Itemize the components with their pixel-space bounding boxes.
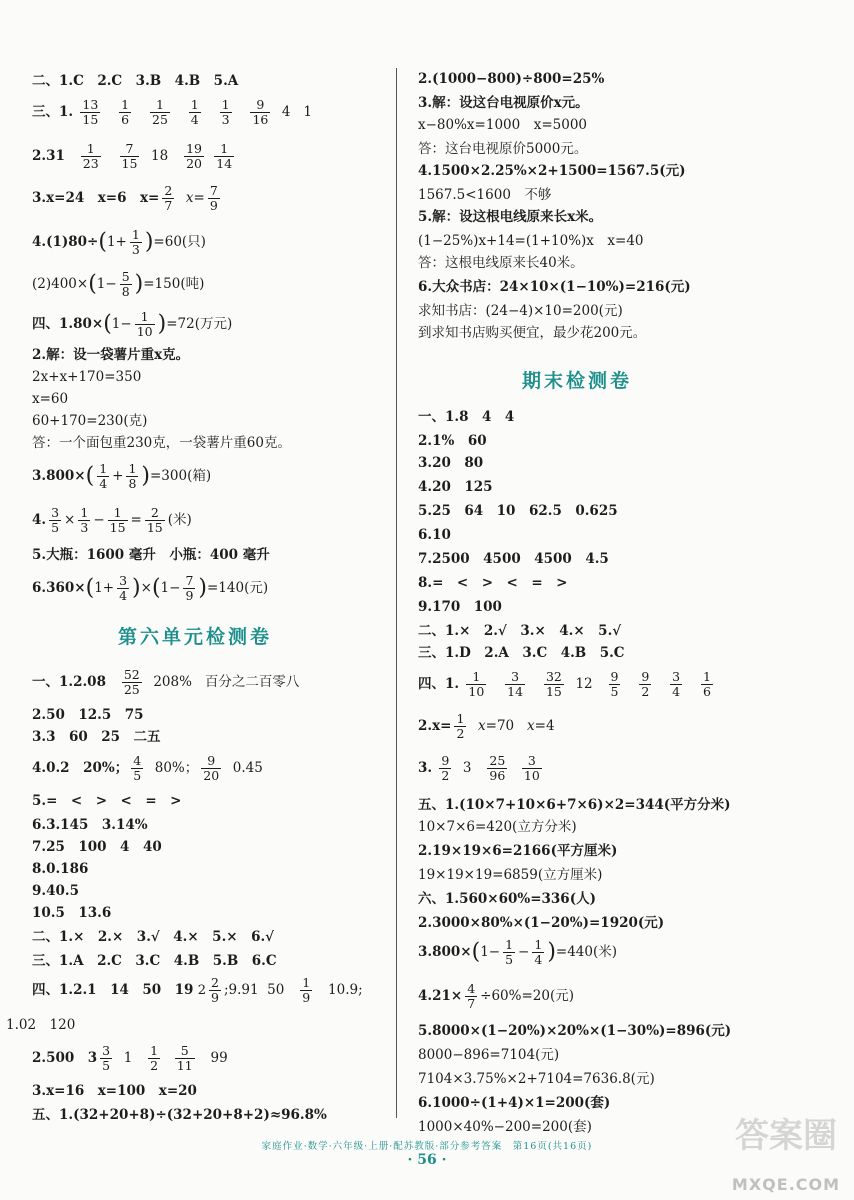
answer-line: 5.25 64 10 62.5 0.625 bbox=[418, 503, 618, 519]
answer-line: 3.x=16 x=100 x=20 bbox=[32, 1083, 197, 1099]
answer-line: 六、1.560×60%=336(人) bbox=[418, 891, 596, 907]
answer-line: 二、1.C 2.C 3.B 4.B 5.A bbox=[32, 73, 239, 89]
answer-line: 9.170 100 bbox=[418, 599, 502, 615]
answer-line: 3.解：设这台电视原价x元。 bbox=[418, 95, 589, 111]
answer-line: 8.= < > < = > bbox=[418, 575, 568, 591]
answer-line: x=60 bbox=[32, 391, 69, 407]
answer-line: 3.800×( $\frac{1}{4}$ + $\frac{1}{8}$ )=300(箱) bbox=[32, 461, 212, 491]
answer-line: 答：一个面包重230克，一袋薯片重60克。 bbox=[32, 435, 291, 451]
answer-line: 7.2500 4500 4500 4.5 bbox=[418, 551, 609, 567]
answer-line: 4.21× $\frac{4}{7}$ ÷60%=20(元) bbox=[418, 981, 574, 1011]
answer-line: 五、1.(10×7+10×6+7×6)×2=344(平方分米) bbox=[418, 797, 731, 813]
answer-line: 二、1.× 2.× 3.√ 4.× 5.× 6.√ bbox=[32, 929, 275, 945]
answer-line: 10×7×6=420(立方分米) bbox=[418, 819, 577, 835]
answer-line: 6.3.145 3.14% bbox=[32, 817, 148, 833]
answer-line: 二、1.× 2.√ 3.× 4.× 5.√ bbox=[418, 623, 622, 639]
answer-line: 3. $\frac{9}{2}$ 3 $\frac{25}{96}$ $\frac{3}{10}$ bbox=[418, 753, 540, 783]
answer-line: 2.500 3 $\frac{3}{5}$ 1 $\frac{1}{2}$ $\frac{5}{11}$ 99 bbox=[32, 1043, 228, 1073]
answer-line: 3.x=24 x=6 x= $\frac{2}{7}$ x= $\frac{7}{9}$ bbox=[32, 183, 218, 213]
answer-line: 5.大瓶：1600 毫升 小瓶：400 毫升 bbox=[32, 547, 270, 563]
answer-line: 2.x= $\frac{1}{2}$ x=70 x=4 bbox=[418, 711, 555, 741]
answer-line: 到求知书店购买便宜，最少花200元。 bbox=[418, 325, 647, 341]
answer-line: 7.25 100 4 40 bbox=[32, 839, 162, 855]
answer-line: 9.40.5 bbox=[32, 883, 79, 899]
answer-line: 2.解：设一袋薯片重x克。 bbox=[32, 347, 190, 363]
page-number: · 56 · bbox=[407, 1152, 447, 1168]
answer-line: 8.0.186 bbox=[32, 861, 89, 877]
answer-line: 4.1500×2.25%×2+1500=1567.5(元) bbox=[418, 163, 686, 179]
answer-line: 4.20 125 bbox=[418, 479, 493, 495]
answer-line: 8000−896=7104(元) bbox=[418, 1047, 560, 1063]
answer-line: 2.3000×80%×(1−20%)=1920(元) bbox=[418, 915, 665, 931]
watermark-logo bbox=[726, 1104, 846, 1196]
answer-line: 3.3 60 25 二五 bbox=[32, 729, 161, 745]
answer-line: 2.31 $\frac{1}{23}$ $\frac{7}{15}$ 18 $\frac{19}{20}$ $\frac{1}{14}$ bbox=[32, 141, 233, 171]
answer-line: 三、1. $\frac{13}{15}$ $\frac{1}{6}$ $\frac{1}{25}$ $\frac{1}{4}$ $\frac{1}{3}$ $\frac{9}{16}$ 4 1 bbox=[32, 97, 312, 127]
answer-line: 2.19×19×6=2166(平方厘米) bbox=[418, 843, 618, 859]
answer-line: 60+170=230(克) bbox=[32, 413, 148, 429]
answer-line: 5.= < > < = > bbox=[32, 793, 182, 809]
answer-line: 3.20 80 bbox=[418, 455, 484, 471]
answer-line: 6.大众书店：24×10×(1−10%)=216(元) bbox=[418, 279, 691, 295]
answer-line: 5.8000×(1−20%)×20%×(1−30%)=896(元) bbox=[418, 1023, 732, 1039]
answer-line: 2x+x+170=350 bbox=[32, 369, 142, 385]
watermark-url: MXQE.COM bbox=[731, 1175, 841, 1194]
answer-line: 四、1.2.1 14 50 19 2 $\frac{2}{9}$ ;9.91 50 $\frac{1}{9}$ 10.9; bbox=[32, 975, 363, 1005]
answer-line: (2)400×(1− $\frac{5}{8}$ )=150(吨) bbox=[32, 269, 205, 299]
answer-line: 1.02 120 bbox=[6, 1017, 76, 1033]
answer-line: 6.10 bbox=[418, 527, 451, 543]
answer-line: 6.360×(1+ $\frac{3}{4}$ )×(1− $\frac{7}{9}$ )=140(元) bbox=[32, 573, 269, 603]
answer-line: 1000×40%−200=200(套) bbox=[418, 1119, 592, 1135]
watermark-top: 答案圈 bbox=[735, 1116, 837, 1156]
column-divider bbox=[396, 68, 397, 1118]
answer-line: 4.(1)80÷(1+ $\frac{1}{3}$ )=60(只) bbox=[32, 227, 206, 257]
answer-line: 4. $\frac{3}{5}$ × $\frac{1}{3}$ − $\frac{1}{15}$ = $\frac{2}{15}$ (米) bbox=[32, 505, 192, 535]
answer-line: 三、1.D 2.A 3.C 4.B 5.C bbox=[418, 645, 625, 661]
answer-line: 五、1.(32+20+8)÷(32+20+8+2)≈96.8% bbox=[32, 1107, 327, 1123]
answer-line: 4.0.2 20%； $\frac{4}{5}$ 80%； $\frac{9}{20}$ 0.45 bbox=[32, 753, 263, 783]
answer-line: 2.50 12.5 75 bbox=[32, 707, 144, 723]
answer-line: (1−25%)x+14=(1+10%)x x=40 bbox=[418, 233, 644, 249]
section-title-unit6: 第六单元检测卷 bbox=[118, 626, 273, 648]
answer-line: 2.(1000−800)÷800=25% bbox=[418, 71, 605, 87]
answer-line: 四、1. $\frac{1}{10}$ $\frac{3}{14}$ $\frac{32}{15}$ 12 $\frac{9}{5}$ $\frac{9}{2}$ $\frac{3}{4}$ $\frac{1}{6}$ bbox=[418, 669, 711, 699]
answer-line: 答：这根电线原来长40米。 bbox=[418, 255, 584, 271]
section-title-final: 期末检测卷 bbox=[522, 370, 633, 392]
answer-line: 1567.5<1600 不够 bbox=[418, 187, 552, 203]
answer-line: 6.1000÷(1+4)×1=200(套) bbox=[418, 1095, 611, 1111]
answer-line: 5.解：设这根电线原来长x米。 bbox=[418, 209, 603, 225]
answer-line: 一、1.2.08 $\frac{52}{25}$ 208% 百分之二百零八 bbox=[32, 667, 300, 697]
answer-line: 19×19×19=6859(立方厘米) bbox=[418, 867, 603, 883]
answer-line: 答：这台电视原价5000元。 bbox=[418, 141, 588, 157]
answer-line: 四、1.80×(1− $\frac{1}{10}$ )=72(万元) bbox=[32, 309, 233, 339]
answer-line: x−80%x=1000 x=5000 bbox=[418, 117, 587, 133]
answer-line: 2.1% 60 bbox=[418, 433, 487, 449]
answer-line: 三、1.A 2.C 3.C 4.B 5.B 6.C bbox=[32, 953, 277, 969]
answer-line: 求知书店：(24−4)×10=200(元) bbox=[418, 303, 623, 319]
answer-line: 一、1.8 4 4 bbox=[418, 409, 515, 425]
answer-line: 10.5 13.6 bbox=[32, 905, 112, 921]
answer-line: 7104×3.75%×2+7104=7636.8(元) bbox=[418, 1071, 655, 1087]
footer-text: 家庭作业·数学·六年级·上册·配苏教版·部分参考答案 第16页(共16页) bbox=[261, 1141, 593, 1152]
answer-line: 3.800×(1− $\frac{1}{5}$ − $\frac{1}{4}$ )=440(米) bbox=[418, 937, 618, 967]
